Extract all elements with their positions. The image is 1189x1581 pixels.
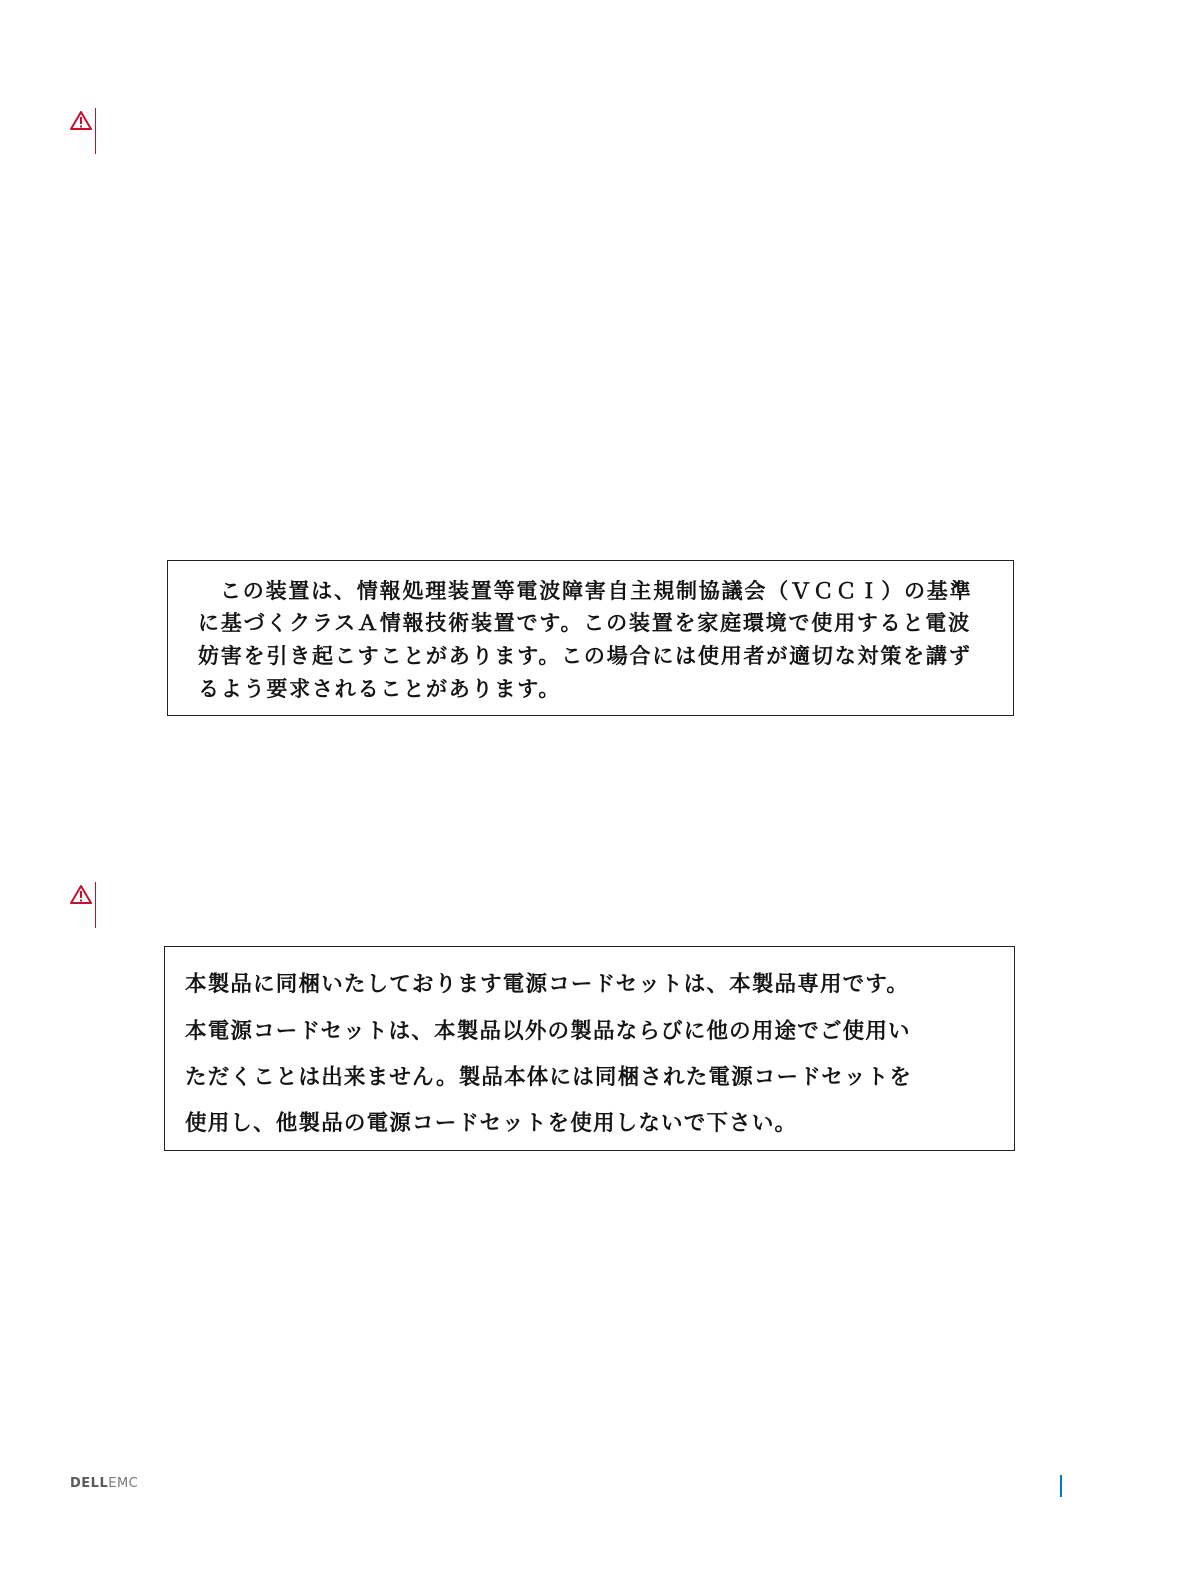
dell-emc-logo [70,1476,138,1491]
logo-sub: EMC [108,1476,139,1491]
vcci-notice-box [167,560,1014,716]
power-cord-notice-line: 本電源コードセットは、本製品以外の製品ならびに他の用途でご使用い [185,1019,911,1044]
page-number-rule [1060,1475,1062,1497]
warning-rule [95,108,96,154]
warning-triangle-icon [70,884,92,906]
logo-brand: DELL [70,1476,109,1491]
power-cord-notice-line: 使用し、他製品の電源コードセットを使用しないで下さい。 [185,1111,798,1136]
power-cord-notice-box [164,946,1015,1151]
warning-rule [95,882,96,928]
power-cord-notice-line: 本製品に同梱いたしております電源コードセットは、本製品専用です。 [185,972,910,997]
vcci-notice-line: に基づくクラスＡ情報技術装置です。この装置を家庭環境で使用すると電波 [198,611,971,635]
vcci-notice-line: るよう要求されることがあります。 [198,677,562,701]
warning-triangle-icon [70,110,92,132]
power-cord-notice-line: ただくことは出来ません。製品本体には同梱された電源コードセットを [185,1065,913,1090]
vcci-notice-line: この装置は、情報処理装置等電波障害自主規制協議会（ＶＣＣＩ）の基準 [220,579,973,603]
vcci-notice-line: 妨害を引き起こすことがあります。この場合には使用者が適切な対策を講ず [198,644,972,668]
